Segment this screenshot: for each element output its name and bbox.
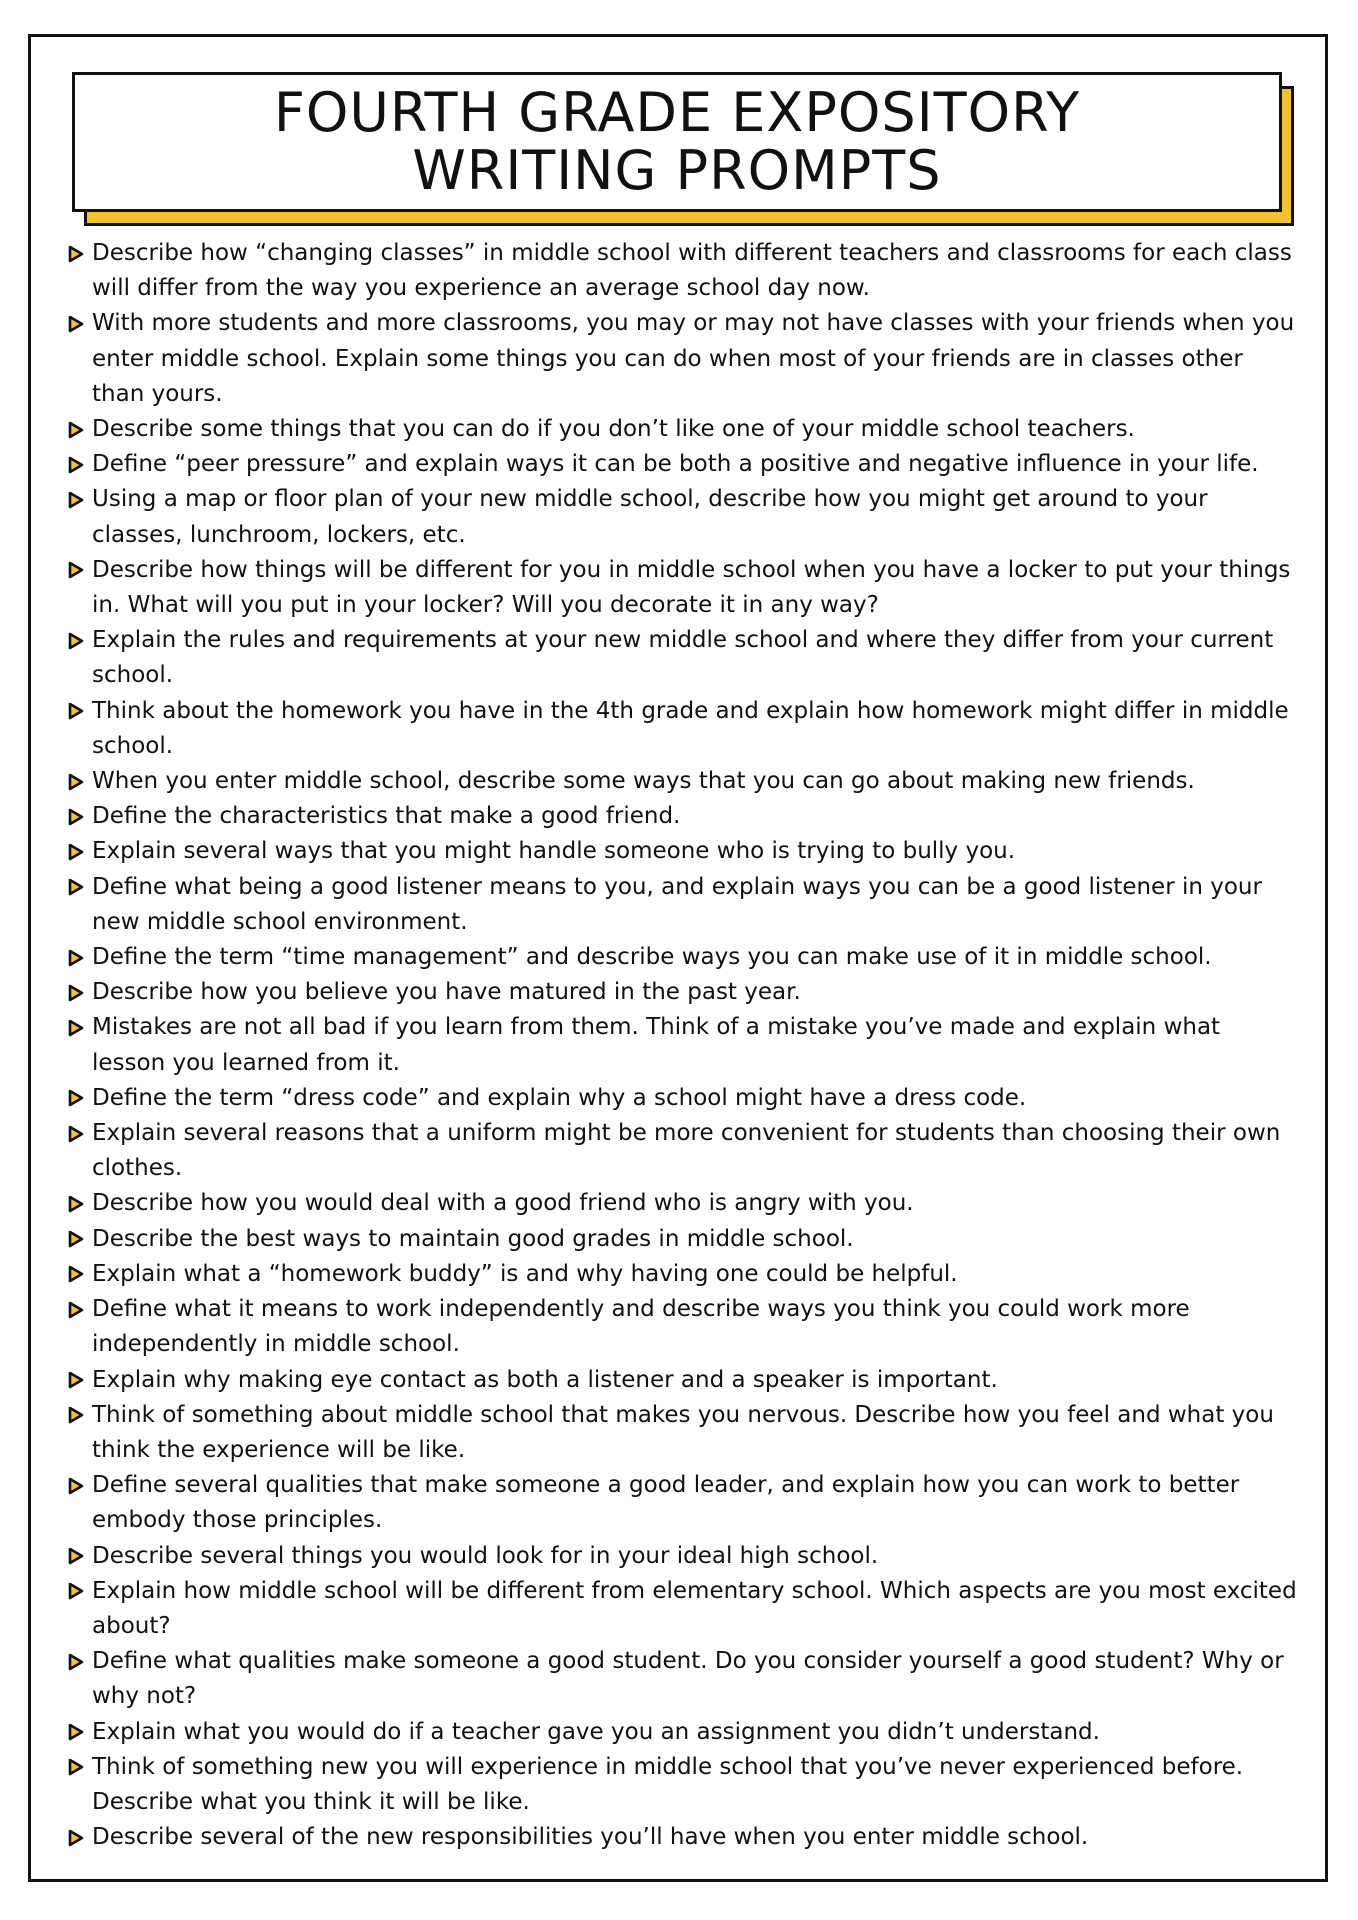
- prompt-text: Define “peer pressure” and explain ways it can be both a positive and negative influence in your life.: [92, 451, 1259, 478]
- prompt-item: [68, 1715, 1298, 1750]
- triangle-bullet-icon: [68, 482, 92, 517]
- prompt-text: Describe several of the new responsibilities you’ll have when you enter middle school.: [92, 1824, 1089, 1851]
- prompt-item: [68, 1257, 1298, 1292]
- prompt-text: Think of something new you will experience in middle school that you’ve never experienced before. Describe what you think it will be like.: [92, 1753, 1244, 1815]
- prompt-item: [68, 1081, 1298, 1116]
- triangle-bullet-icon: [68, 306, 92, 341]
- prompt-item: [68, 694, 1298, 764]
- prompt-text: Using a map or floor plan of your new middle school, describe how you might get around to your classes, lunchroom, lockers, etc.: [92, 486, 1208, 548]
- prompt-text: Explain why making eye contact as both a listener and a speaker is important.: [92, 1366, 998, 1393]
- triangle-bullet-icon: [68, 1363, 92, 1398]
- prompt-text: Explain several reasons that a uniform might be more convenient for students than choosing their own clothes.: [92, 1120, 1281, 1182]
- triangle-bullet-icon: [68, 1398, 92, 1433]
- page-title-line-1: FOURTH GRADE EXPOSITORY: [273, 81, 1081, 144]
- triangle-bullet-icon: [68, 1644, 92, 1679]
- prompt-text: Describe how “changing classes” in middle school with different teachers and classrooms for each class will differ from the way you experience an average school day now.: [92, 240, 1292, 302]
- triangle-bullet-icon: [68, 1468, 92, 1503]
- prompt-item: [68, 1010, 1298, 1080]
- prompt-list: [68, 236, 1298, 1855]
- triangle-bullet-icon: [68, 975, 92, 1010]
- prompt-text: Define what qualities make someone a good student. Do you consider yourself a good student? Why or why not?: [92, 1648, 1284, 1710]
- prompt-text: When you enter middle school, describe some ways that you can go about making new friends.: [92, 768, 1195, 795]
- prompt-item: [68, 975, 1298, 1010]
- triangle-bullet-icon: [68, 1116, 92, 1151]
- triangle-bullet-icon: [68, 1750, 92, 1785]
- prompt-text: Define what it means to work independently and describe ways you think you could work more independently in middle school.: [92, 1296, 1190, 1358]
- triangle-bullet-icon: [68, 870, 92, 905]
- prompt-text: Explain how middle school will be different from elementary school. Which aspects are you most excited about?: [92, 1577, 1297, 1639]
- prompt-item: [68, 1539, 1298, 1574]
- prompt-item: [68, 764, 1298, 799]
- prompt-text: Define the term “dress code” and explain why a school might have a dress code.: [92, 1084, 1027, 1111]
- prompt-text: Describe how you would deal with a good friend who is angry with you.: [92, 1190, 914, 1217]
- prompt-item: [68, 236, 1298, 306]
- triangle-bullet-icon: [68, 834, 92, 869]
- prompt-item: [68, 553, 1298, 623]
- prompt-text: Describe several things you would look for in your ideal high school.: [92, 1542, 879, 1569]
- prompt-item: [68, 1468, 1298, 1538]
- prompt-text: Define the characteristics that make a good friend.: [92, 803, 681, 830]
- prompt-item: [68, 1644, 1298, 1714]
- prompt-text: Mistakes are not all bad if you learn from them. Think of a mistake you’ve made and explain what lesson you learned from it.: [92, 1014, 1221, 1076]
- prompt-item: [68, 1398, 1298, 1468]
- triangle-bullet-icon: [68, 1715, 92, 1750]
- prompt-text: Define several qualities that make someone a good leader, and explain how you can work to better embody those principles.: [92, 1472, 1240, 1534]
- triangle-bullet-icon: [68, 1574, 92, 1609]
- page-title-line-2: WRITING PROMPTS: [412, 139, 942, 202]
- prompt-item: [68, 799, 1298, 834]
- triangle-bullet-icon: [68, 1257, 92, 1292]
- triangle-bullet-icon: [68, 764, 92, 799]
- title-box: [72, 72, 1282, 212]
- prompt-text: Describe some things that you can do if you don’t like one of your middle school teachers.: [92, 416, 1135, 443]
- triangle-bullet-icon: [68, 1292, 92, 1327]
- prompt-item: [68, 447, 1298, 482]
- prompt-item: [68, 1820, 1298, 1855]
- prompt-item: [68, 412, 1298, 447]
- prompt-text: With more students and more classrooms, you may or may not have classes with your friends when you enter middle school. Explain some things you can do when most of your friends are in classes other than yours.: [92, 310, 1295, 407]
- prompt-text: Think of something about middle school that makes you nervous. Describe how you feel and what you think the experience will be like.: [92, 1401, 1274, 1463]
- prompt-text: Explain what a “homework buddy” is and why having one could be helpful.: [92, 1260, 958, 1287]
- triangle-bullet-icon: [68, 553, 92, 588]
- triangle-bullet-icon: [68, 1081, 92, 1116]
- triangle-bullet-icon: [68, 236, 92, 271]
- prompt-text: Describe the best ways to maintain good grades in middle school.: [92, 1225, 854, 1252]
- prompt-item: [68, 1363, 1298, 1398]
- prompt-item: [68, 1292, 1298, 1362]
- triangle-bullet-icon: [68, 412, 92, 447]
- prompt-item: [68, 623, 1298, 693]
- triangle-bullet-icon: [68, 940, 92, 975]
- triangle-bullet-icon: [68, 1222, 92, 1257]
- triangle-bullet-icon: [68, 447, 92, 482]
- prompt-item: [68, 1116, 1298, 1186]
- prompt-item: [68, 1186, 1298, 1221]
- prompt-item: [68, 306, 1298, 412]
- prompt-text: Explain what you would do if a teacher gave you an assignment you didn’t understand.: [92, 1718, 1100, 1745]
- prompt-text: Define what being a good listener means to you, and explain ways you can be a good listener in your new middle school environment.: [92, 873, 1262, 935]
- triangle-bullet-icon: [68, 1186, 92, 1221]
- prompt-item: [68, 1750, 1298, 1820]
- prompt-item: [68, 834, 1298, 869]
- prompt-item: [68, 870, 1298, 940]
- prompt-text: Define the term “time management” and describe ways you can make use of it in middle school.: [92, 944, 1212, 971]
- triangle-bullet-icon: [68, 694, 92, 729]
- triangle-bullet-icon: [68, 1010, 92, 1045]
- prompt-item: [68, 1222, 1298, 1257]
- triangle-bullet-icon: [68, 1539, 92, 1574]
- triangle-bullet-icon: [68, 1820, 92, 1855]
- triangle-bullet-icon: [68, 623, 92, 658]
- prompt-item: [68, 482, 1298, 552]
- prompt-text: Explain the rules and requirements at your new middle school and where they differ from your current school.: [92, 627, 1274, 689]
- prompt-text: Describe how you believe you have matured in the past year.: [92, 979, 801, 1006]
- prompt-text: Explain several ways that you might handle someone who is trying to bully you.: [92, 838, 1016, 865]
- triangle-bullet-icon: [68, 799, 92, 834]
- prompt-text: Think about the homework you have in the 4th grade and explain how homework might differ in middle school.: [92, 697, 1289, 759]
- prompt-text: Describe how things will be different for you in middle school when you have a locker to put your things in. What will you put in your locker? Will you decorate it in any way?: [92, 556, 1291, 619]
- prompt-item: [68, 940, 1298, 975]
- prompt-item: [68, 1574, 1298, 1644]
